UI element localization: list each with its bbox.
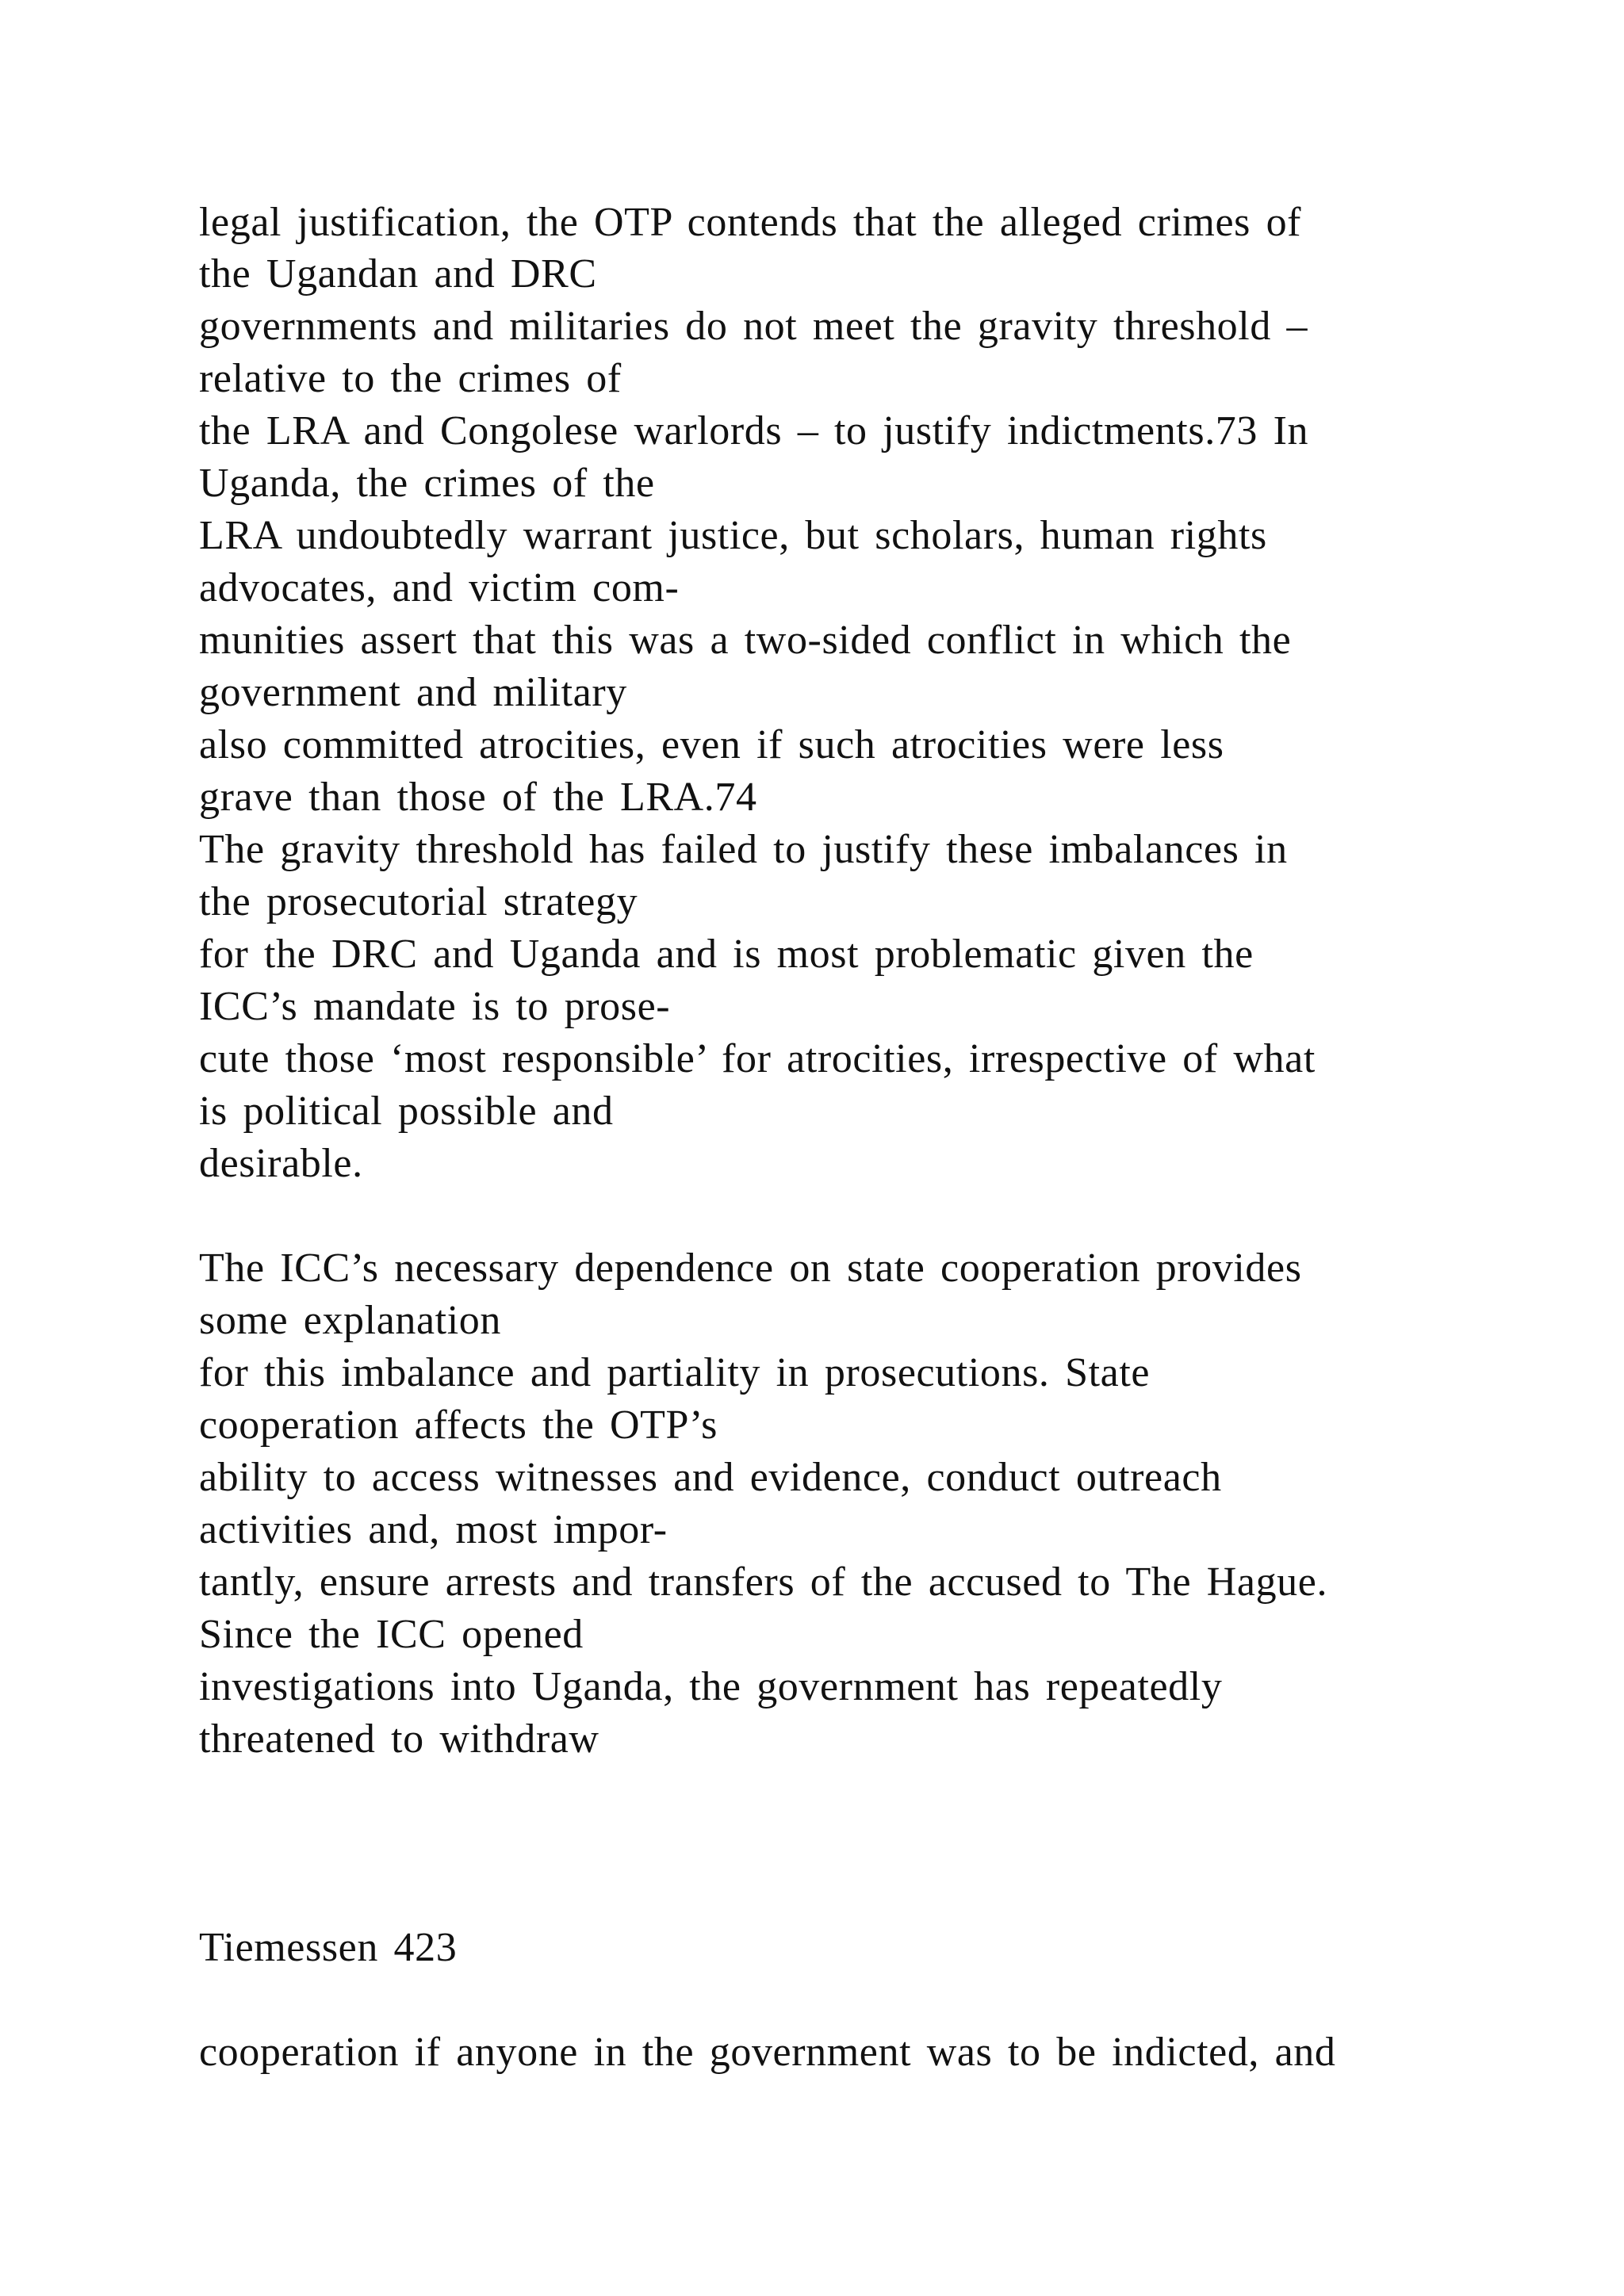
text-line: for this imbalance and partiality in prosecutions. State xyxy=(199,1350,1151,1395)
text-line: advocates, and victim com- xyxy=(199,565,680,610)
text-line: Uganda, the crimes of the xyxy=(199,461,655,506)
text-line: the prosecutorial strategy xyxy=(199,879,638,924)
text-line: activities and, most impor- xyxy=(199,1507,668,1552)
running-header: Tiemessen 423 xyxy=(199,1925,458,1970)
text-line: relative to the crimes of xyxy=(199,356,622,401)
text-line: the LRA and Congolese warlords – to justify indictments.73 In xyxy=(199,408,1309,453)
text-line: Since the ICC opened xyxy=(199,1612,584,1657)
text-line: ICC’s mandate is to prose- xyxy=(199,984,671,1029)
text-line: the Ugandan and DRC xyxy=(199,251,597,297)
text-line: cooperation if anyone in the government was to be indicted, and xyxy=(199,2030,1336,2075)
text-line: also committed atrocities, even if such atrocities were less xyxy=(199,722,1224,767)
text-line: for the DRC and Uganda and is most problematic given the xyxy=(199,932,1254,977)
text-line: tantly, ensure arrests and transfers of the accused to The Hague. xyxy=(199,1559,1328,1605)
text-line: governments and militaries do not meet the gravity threshold – xyxy=(199,304,1308,349)
text-line: munities assert that this was a two-sided conflict in which the xyxy=(199,618,1292,663)
text-line: cooperation affects the OTP’s xyxy=(199,1402,718,1448)
text-line: legal justification, the OTP contends that the alleged crimes of xyxy=(199,200,1302,245)
text-line: The gravity threshold has failed to justify these imbalances in xyxy=(199,827,1288,872)
text-line: investigations into Uganda, the government has repeatedly xyxy=(199,1664,1223,1709)
text-line: cute those ‘most responsible’ for atrocities, irrespective of what xyxy=(199,1036,1316,1081)
text-line: LRA undoubtedly warrant justice, but scholars, human rights xyxy=(199,513,1267,558)
text-line: government and military xyxy=(199,670,627,715)
text-line: ability to access witnesses and evidence, conduct outreach xyxy=(199,1455,1222,1500)
text-line: is political possible and xyxy=(199,1089,614,1134)
text-line: some explanation xyxy=(199,1298,501,1343)
text-line: grave than those of the LRA.74 xyxy=(199,775,757,820)
text-line: threatened to withdraw xyxy=(199,1716,599,1762)
text-line: desirable. xyxy=(199,1141,363,1186)
text-line: The ICC’s necessary dependence on state cooperation provides xyxy=(199,1246,1302,1291)
